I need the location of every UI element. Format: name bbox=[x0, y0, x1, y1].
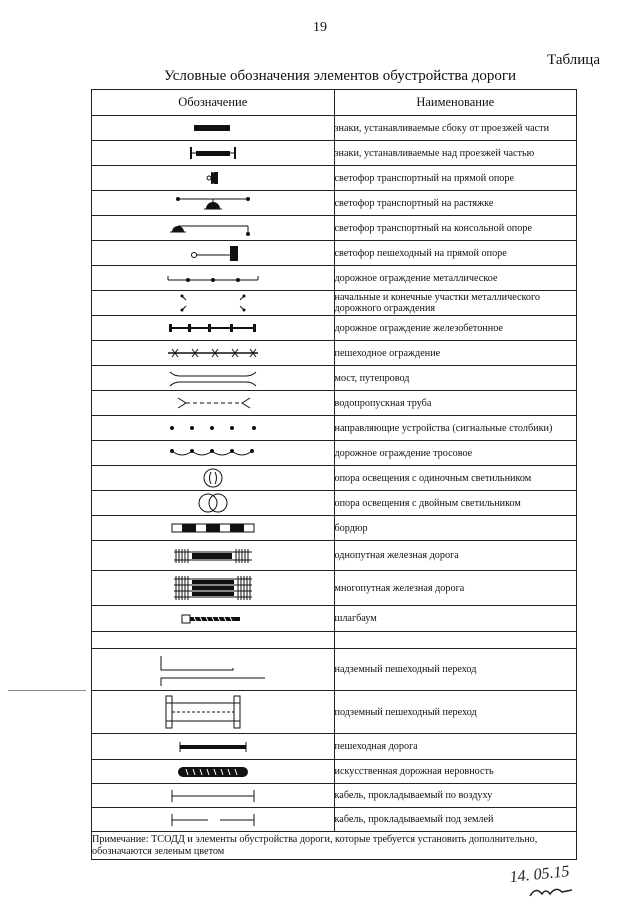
row-name: надземный пешеходный переход bbox=[334, 649, 577, 691]
underpass-crossing-icon bbox=[158, 693, 268, 731]
table-row bbox=[92, 316, 577, 341]
table-row bbox=[92, 571, 577, 606]
aerial-cable-icon bbox=[158, 786, 268, 806]
row-name: дорожное ограждение металлическое bbox=[334, 266, 577, 291]
row-name: водопропускная труба bbox=[334, 391, 577, 416]
row-name: пешеходное ограждение bbox=[334, 341, 577, 366]
concrete-barrier-icon bbox=[158, 318, 268, 338]
single-lamp-icon bbox=[158, 467, 268, 489]
traffic-light-pole-icon bbox=[158, 168, 268, 188]
row-name: начальные и конечные участки металлического дорожного ограждения bbox=[334, 291, 577, 316]
page-number: 19 bbox=[313, 20, 327, 35]
barrier-ends-icon bbox=[158, 292, 268, 314]
row-name: многопутная железная дорога bbox=[334, 571, 577, 606]
legend-table bbox=[91, 89, 577, 860]
traffic-light-cantilever-icon bbox=[158, 218, 268, 238]
table-row-empty bbox=[92, 632, 577, 649]
table-row bbox=[92, 760, 577, 784]
row-name: однопутная железная дорога bbox=[334, 541, 577, 571]
handwritten-signature bbox=[500, 858, 600, 902]
row-name: шлагбаум bbox=[334, 606, 577, 632]
table-row bbox=[92, 241, 577, 266]
row-name: дорожное ограждение железобетонное bbox=[334, 316, 577, 341]
row-name: опора освещения с двойным светильником bbox=[334, 491, 577, 516]
row-name: бордюр bbox=[334, 516, 577, 541]
table-row bbox=[92, 606, 577, 632]
table-header bbox=[92, 90, 577, 116]
speed-bump-icon bbox=[158, 762, 268, 782]
table-row bbox=[92, 116, 577, 141]
table-row bbox=[92, 441, 577, 466]
underground-cable-icon bbox=[158, 810, 268, 830]
table-row bbox=[92, 516, 577, 541]
road-sign-overhead-icon bbox=[158, 143, 268, 163]
row-name: пешеходная дорога bbox=[334, 734, 577, 760]
table-row bbox=[92, 808, 577, 832]
table-row bbox=[92, 691, 577, 734]
table-row bbox=[92, 734, 577, 760]
table-row bbox=[92, 491, 577, 516]
culvert-icon bbox=[158, 393, 268, 413]
row-name: опора освещения с одиночным светильником bbox=[334, 466, 577, 491]
barrier-gate-icon bbox=[158, 609, 268, 629]
table-row bbox=[92, 541, 577, 571]
curb-icon bbox=[158, 518, 268, 538]
table-row bbox=[92, 366, 577, 391]
svg-text:14. 05.15: 14. 05.15 bbox=[508, 862, 571, 887]
table-row bbox=[92, 166, 577, 191]
bridge-icon bbox=[158, 368, 268, 388]
traffic-light-cable-icon bbox=[158, 193, 268, 213]
row-name bbox=[334, 632, 577, 649]
multi-track-rail-icon bbox=[158, 574, 268, 602]
table-label: Таблица bbox=[547, 52, 600, 68]
column-header-symbol: Обозначение bbox=[92, 90, 335, 116]
column-header-name: Наименование bbox=[334, 90, 577, 116]
table-row bbox=[92, 191, 577, 216]
guide-posts-icon bbox=[158, 418, 268, 438]
table-note-row bbox=[92, 832, 577, 860]
row-name: знаки, устанавливаемые сбоку от проезжей части bbox=[334, 116, 577, 141]
table-row bbox=[92, 291, 577, 316]
table-row bbox=[92, 141, 577, 166]
double-lamp-icon bbox=[158, 492, 268, 514]
pedestrian-light-icon bbox=[158, 243, 268, 263]
row-name: светофор транспортный на растяжке bbox=[334, 191, 577, 216]
row-name: знаки, устанавливаемые над проезжей частью bbox=[334, 141, 577, 166]
pedestrian-fence-icon bbox=[158, 343, 268, 363]
metal-barrier-icon bbox=[158, 268, 268, 288]
row-name: светофор транспортный на прямой опоре bbox=[334, 166, 577, 191]
table-row bbox=[92, 649, 577, 691]
overpass-crossing-icon bbox=[155, 652, 271, 688]
row-name: кабель, прокладываемый под землей bbox=[334, 808, 577, 832]
single-track-rail-icon bbox=[158, 546, 268, 566]
road-sign-side-icon bbox=[158, 118, 268, 138]
cable-barrier-icon bbox=[158, 443, 268, 463]
table-row bbox=[92, 341, 577, 366]
pedestrian-road-icon bbox=[158, 737, 268, 757]
row-name: направляющие устройства (сигнальные столбики) bbox=[334, 416, 577, 441]
table-row bbox=[92, 416, 577, 441]
row-name: мост, путепровод bbox=[334, 366, 577, 391]
scan-artifact-line bbox=[8, 690, 86, 691]
table-row bbox=[92, 466, 577, 491]
row-name: подземный пешеходный переход bbox=[334, 691, 577, 734]
table-row bbox=[92, 784, 577, 808]
row-name: светофор транспортный на консольной опоре bbox=[334, 216, 577, 241]
table-row bbox=[92, 266, 577, 291]
table-note: Примечание: ТСОДД и элементы обустройства дороги, которые требуется установить дополнительно, обозначаются зеленым цветом bbox=[92, 832, 577, 860]
row-name: кабель, прокладываемый по воздуху bbox=[334, 784, 577, 808]
row-name: дорожное ограждение тросовое bbox=[334, 441, 577, 466]
table-row bbox=[92, 216, 577, 241]
table-row bbox=[92, 391, 577, 416]
row-name: светофор пешеходный на прямой опоре bbox=[334, 241, 577, 266]
row-name: искусственная дорожная неровность bbox=[334, 760, 577, 784]
table-title: Условные обозначения элементов обустройства дороги bbox=[163, 68, 517, 84]
